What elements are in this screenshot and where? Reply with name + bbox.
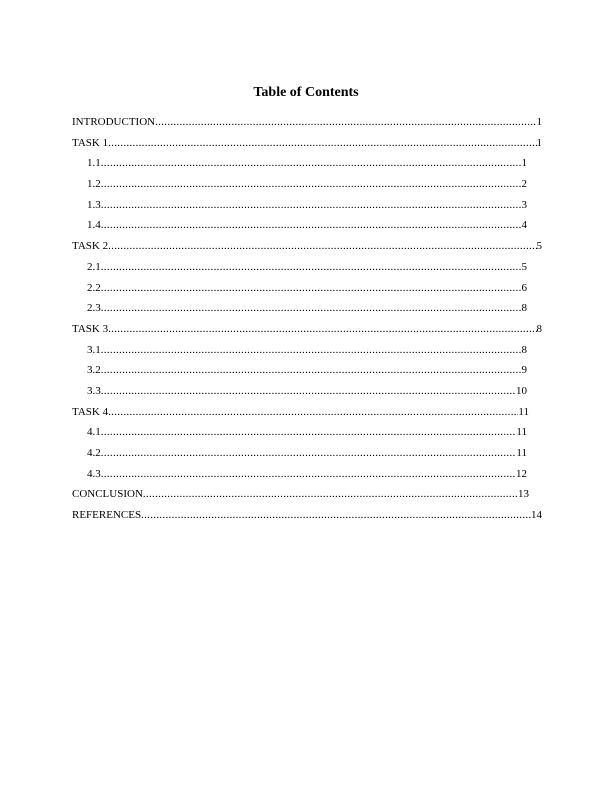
toc-subentry[interactable] [72,174,527,195]
toc-dot-leader [101,298,522,319]
toc-entry-page: 5 [536,240,542,253]
toc-subentry[interactable] [72,215,527,236]
toc-entry-page: 11 [518,405,529,418]
toc-entry-page: 2 [521,178,527,191]
toc-dot-leader [141,505,531,526]
toc-subentry[interactable] [72,340,527,361]
toc-entry-label: 4.3 [87,467,101,480]
toc-dot-leader [108,236,536,257]
toc-dot-leader [101,174,522,195]
toc-entry-label: INTRODUCTION [72,116,156,128]
toc-subentry[interactable] [72,464,527,485]
toc-dot-leader [143,484,518,505]
toc-dot-leader [101,153,522,174]
toc-entry-label: TASK 3 [72,322,109,335]
toc-subentry[interactable] [72,278,527,299]
toc-entry-label: 1.2 [87,178,101,191]
toc-dot-leader [101,257,522,278]
toc-entry-page: 8 [521,343,527,356]
toc-entry[interactable] [72,402,529,423]
toc-dot-leader [101,278,522,299]
toc-entry-label: 3.3 [87,384,101,397]
toc-entry-label: 2.3 [87,302,101,315]
toc-entry-page: 3 [521,198,527,211]
toc-entry[interactable] [72,484,529,505]
toc-entry-page: 12 [516,467,527,480]
toc-dot-leader [101,215,522,236]
toc-entry-page: 9 [521,364,527,377]
toc-entry-page: 4 [521,219,527,232]
toc-dot-leader [108,402,518,423]
toc-entry-page: 6 [521,281,527,294]
page-title: Table of Contents [253,85,359,100]
toc-entry-page: 13 [518,488,529,501]
toc-subentry[interactable] [72,153,527,174]
toc-entry-page: 5 [521,260,527,273]
toc-entry[interactable] [72,505,542,526]
toc-subentry[interactable] [72,422,527,443]
toc-entry[interactable] [72,236,542,257]
toc-entry-label: 3.2 [87,364,101,377]
toc-entry-label: 3.1 [87,343,101,356]
toc-dot-leader [101,340,522,361]
toc-entry-label: 1.4 [87,219,101,232]
toc-entry-label: 4.2 [87,447,101,459]
toc-entry-page: 14 [531,509,542,522]
toc-entry-page: 8 [536,322,542,335]
toc-dot-leader [101,360,522,381]
toc-subentry[interactable] [72,381,527,402]
toc-subentry[interactable] [72,360,527,381]
toc-subentry[interactable] [72,298,527,319]
toc-dot-leader [108,319,536,340]
toc-entry-page: 11 [516,447,527,459]
toc-entry-label: 2.2 [87,281,101,294]
toc-entry-label: TASK 2 [72,240,109,253]
toc-dot-leader [101,422,517,443]
toc-subentry[interactable] [72,195,527,216]
toc-subentry[interactable] [72,443,527,464]
toc-entry-label: TASK 1 [72,136,109,149]
toc-dot-leader [155,112,536,133]
toc-entry-page: 1 [536,116,542,128]
toc-entry-label: CONCLUSION [72,488,143,501]
toc-dot-leader [108,133,536,154]
toc-entry-page: 1 [521,157,527,170]
toc-dot-leader [101,195,522,216]
toc-dot-leader [101,464,516,485]
toc-dot-leader [101,381,516,402]
toc-entry[interactable] [72,112,542,133]
toc-entry-page: 11 [516,426,527,439]
toc-entry-page: 10 [516,384,527,397]
toc-entry-label: 2.1 [87,260,101,273]
toc-entry-label: 1.1 [87,157,101,170]
toc-entry[interactable] [72,319,542,340]
toc-list [72,112,542,526]
toc-subentry[interactable] [72,257,527,278]
toc-dot-leader [101,443,517,464]
toc-entry-label: 1.3 [87,198,101,211]
toc-entry-page: 1 [536,136,542,149]
toc-entry-page: 8 [521,302,527,315]
toc-entry-label: REFERENCES [72,509,142,522]
toc-entry-label: TASK 4 [72,405,109,418]
toc-entry-label: 4.1 [87,426,101,439]
toc-entry[interactable] [72,133,542,154]
